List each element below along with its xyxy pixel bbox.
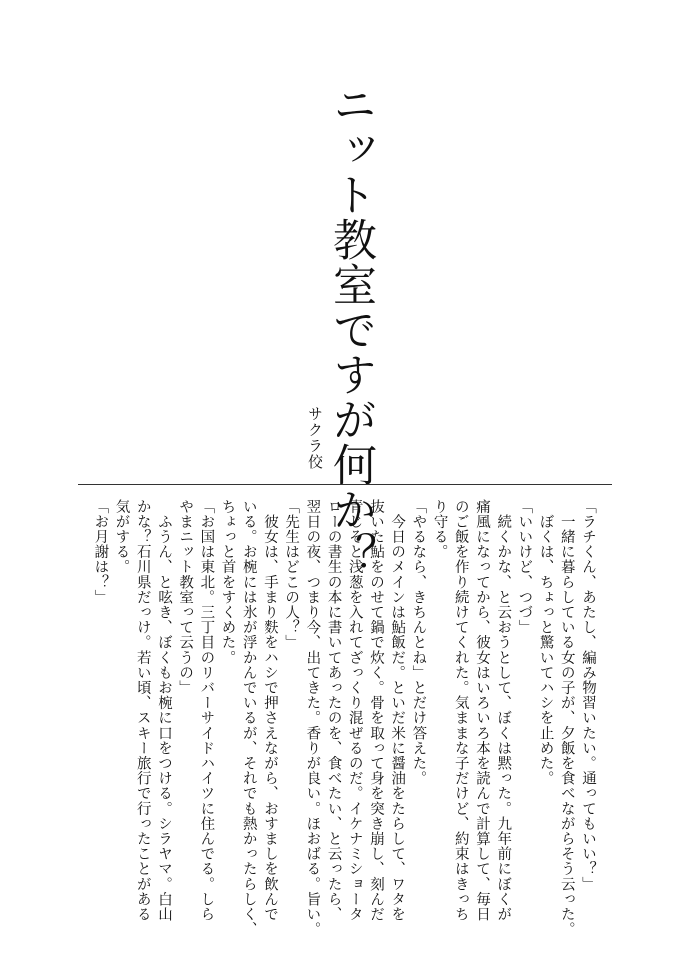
body-line: いる。お椀には氷が浮かんでいるが、それでも熱かったらしく、 xyxy=(240,499,257,937)
body-line: 痛風になってから、彼女はいろいろ本を読んで計算して、毎日 xyxy=(473,499,490,922)
body-line: 「いいけど、つづ」 xyxy=(516,499,533,635)
story-body xyxy=(89,499,598,937)
body-line: 「ラチくん、あたし、編み物習いたい。通ってもいい？」 xyxy=(580,499,596,892)
divider xyxy=(78,484,612,485)
body-line: ちょっと首をすくめた。 xyxy=(219,499,236,666)
body-line: ふうん、と呟き、ぼくもお椀に口をつける。シラヤマ。白山 xyxy=(155,499,172,922)
body-line: 彼女は、手まり麩をハシで押さえながら、おすましを飲んで xyxy=(261,499,278,922)
body-line: 抜いた鮎をのせて鍋で炊く。骨を取って身を突き崩し、刻んだ xyxy=(367,499,384,922)
body-line: かな？石川県だっけ。若い頃、スキー旅行で行ったことがある xyxy=(134,499,151,922)
body-line: やまニット教室って云うの」 xyxy=(177,499,194,696)
story-title: ニット教室ですが何か？ xyxy=(325,82,376,577)
body-line: 続くかな、と云おうとして、ぼくは黙った。九年前にぼくが xyxy=(495,499,512,922)
body-line: 「お月謝は？」 xyxy=(92,499,109,605)
body-line: ぼくは、ちょっと驚いてハシを止めた。 xyxy=(537,499,554,786)
body-line: 「お国は東北。三丁目のリバーサイドハイツに住んでる。しら xyxy=(198,499,215,922)
body-line: ローの書生の本に書いてあったのを、食べたい、と云ったら、 xyxy=(325,499,342,922)
body-line: 翌日の夜、つまり今、出てきた。香りが良い。ほおばる。旨い。 xyxy=(304,499,321,937)
body-line: のご飯を作り続けてくれた。気ままな子だけど、約束はきっち xyxy=(452,499,469,922)
author-name: サクラ佼 xyxy=(306,406,324,470)
body-line: 気がする。 xyxy=(113,499,130,575)
body-line: 一緒に暮らしている女の子が、夕飯を食べながらそう云った。 xyxy=(558,499,575,937)
body-line: 「先生はどこの人？」 xyxy=(283,499,300,650)
body-line: 今日のメインは鮎飯だ。といだ米に醤油をたらして、ワタを xyxy=(389,499,406,922)
body-line: 青じそと浅葱を入れてざっくり混ぜるのだ。イケナミショータ xyxy=(346,499,363,922)
body-line: り守る。 xyxy=(431,499,448,560)
body-line: 「やるなら、きちんとね」とだけ答えた。 xyxy=(410,499,427,786)
